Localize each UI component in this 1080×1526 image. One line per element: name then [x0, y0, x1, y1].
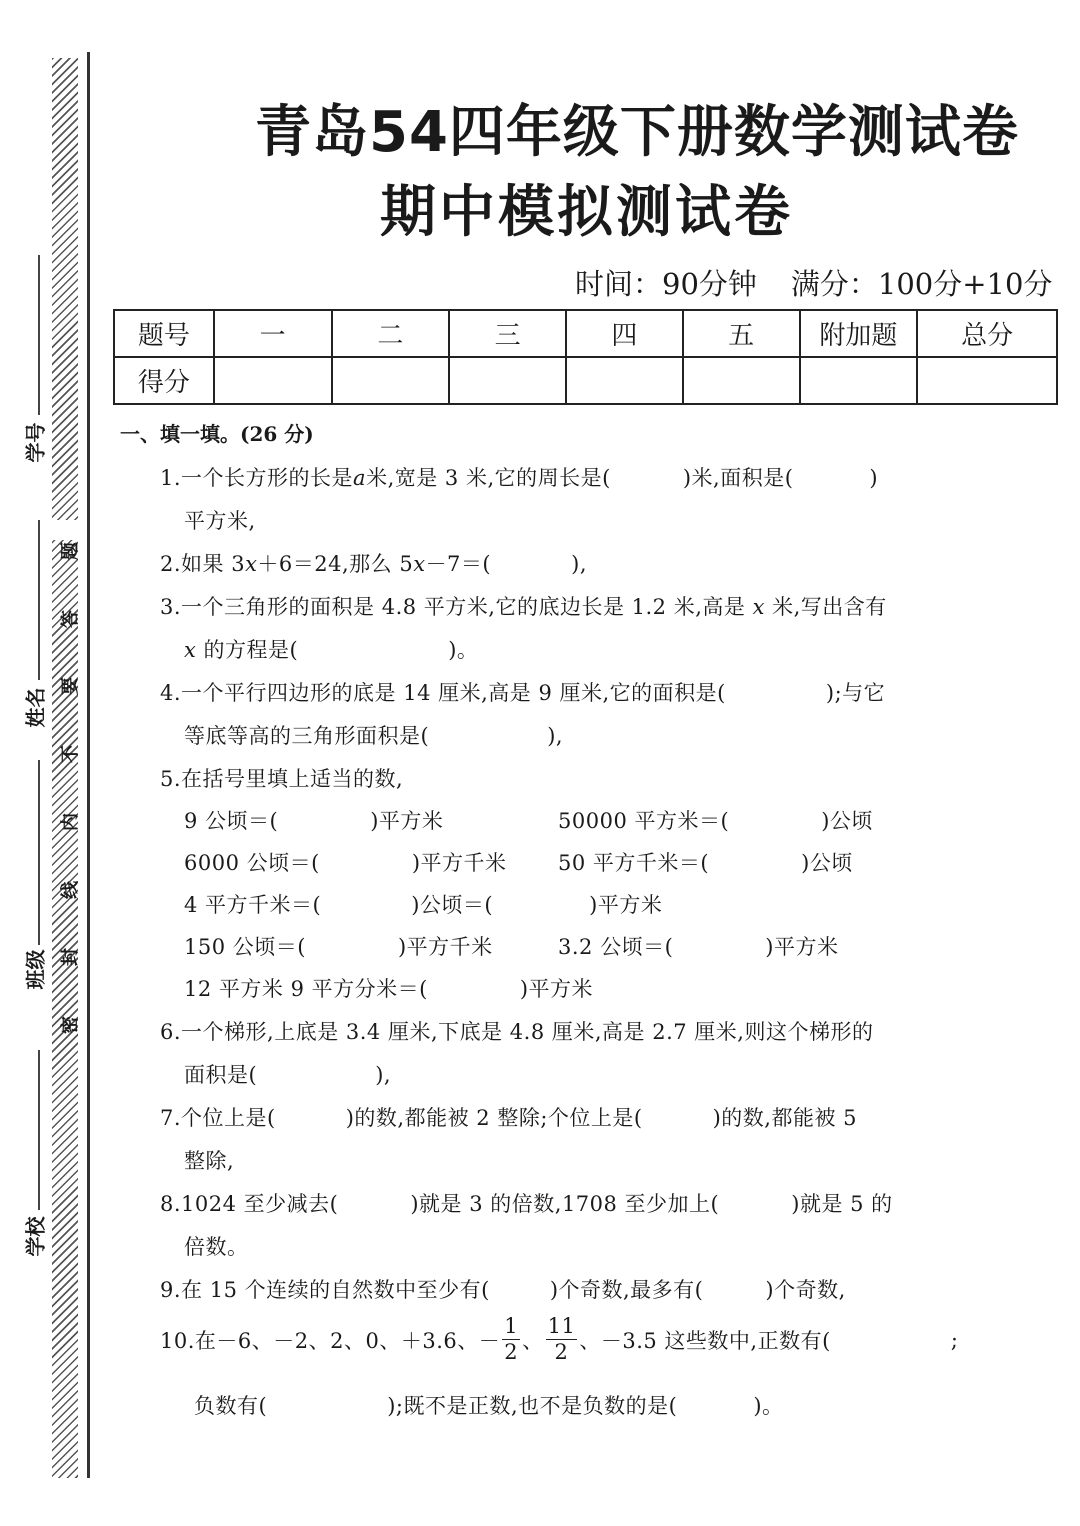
question-7-cont: 整除,: [184, 1149, 235, 1173]
question-4: [160, 677, 885, 707]
question-5-row: [558, 847, 853, 877]
name-line[interactable]: [38, 520, 40, 680]
score-input-cell[interactable]: [566, 357, 683, 404]
seal-char: 要: [60, 677, 81, 696]
class-line[interactable]: [38, 760, 40, 945]
q-text: )。: [753, 1394, 784, 1418]
section-title: 一、填一填。(26 分): [120, 422, 314, 446]
q-text: )。: [448, 638, 479, 662]
q-text: 9 公顷＝(: [184, 809, 279, 833]
q-text: 10.在－6、－2、2、0、＋3.6、－: [160, 1328, 501, 1353]
class-label: 班级: [23, 949, 48, 990]
score-input-cell[interactable]: [683, 357, 800, 404]
q-text: )公顷＝(: [411, 893, 494, 917]
question-5-row: [184, 931, 493, 961]
score-input-cell[interactable]: [214, 357, 332, 404]
seal-char: 题: [60, 542, 81, 560]
question-7: [160, 1102, 857, 1132]
q-text: )就是 3 的倍数,1708 至少加上(: [410, 1192, 720, 1216]
question-1: [160, 462, 878, 492]
q-var: a: [353, 466, 367, 490]
score-input-cell[interactable]: [800, 357, 918, 404]
name-label: 姓名: [23, 687, 48, 728]
q-text: )个奇数,最多有(: [549, 1278, 704, 1302]
question-5-row: [184, 973, 593, 1003]
q-text: 米,宽是 3 米,它的周长是(: [366, 466, 611, 490]
table-header-row: [114, 310, 1057, 357]
fraction-denominator: 2: [554, 1340, 569, 1364]
seal-char: 线: [60, 880, 81, 899]
q-text: 的方程是(: [203, 638, 299, 662]
score-table: [113, 309, 1058, 405]
question-5-row: [184, 805, 443, 835]
table-cell: 二: [332, 310, 450, 357]
score-input-cell[interactable]: [449, 357, 566, 404]
table-cell: 五: [683, 310, 800, 357]
q-text: －7＝(: [425, 552, 492, 576]
q-text: 1.一个长方形的长是: [160, 466, 354, 490]
page-title: 青岛54四年级下册数学测试卷: [255, 100, 1019, 165]
q-text: 、: [522, 1328, 544, 1353]
student-no-line[interactable]: [38, 255, 40, 415]
q-text: 3.2 公顷＝(: [558, 935, 674, 959]
seal-char: 内: [60, 812, 81, 831]
q-text: );既不是正数,也不是负数的是(: [387, 1394, 678, 1418]
q-text: 8.1024 至少减去(: [160, 1192, 339, 1216]
q-text: 7.个位上是(: [160, 1106, 276, 1130]
question-8: [160, 1188, 893, 1218]
table-cell: 题号: [114, 310, 214, 357]
q-text: )平方米: [765, 935, 839, 959]
q-text: 50000 平方米＝(: [558, 809, 730, 833]
q-text: 2.如果 3: [160, 552, 246, 576]
question-3: [160, 591, 887, 621]
q-text: )平方米: [519, 977, 594, 1001]
q-var: x: [245, 552, 258, 576]
q-text: )就是 5 的: [791, 1192, 893, 1216]
q-text: 4 平方千米＝(: [184, 893, 322, 917]
q-text: )平方千米: [411, 851, 507, 875]
q-text: ),: [571, 552, 587, 576]
question-5-row: [184, 889, 662, 919]
q-text: 150 公顷＝(: [184, 935, 306, 959]
school-label: 学校: [23, 1216, 48, 1257]
q-text: 负数有(: [194, 1394, 268, 1418]
q-text: 6000 公顷＝(: [184, 851, 320, 875]
score-input-cell[interactable]: [917, 357, 1057, 404]
q-text: 米,写出含有: [772, 595, 887, 619]
fraction-numerator: 1: [504, 1314, 519, 1338]
question-5-row: [558, 805, 873, 835]
question-10: [160, 1316, 958, 1363]
q-text: ;: [950, 1327, 959, 1352]
exam-meta: [575, 262, 1052, 303]
q-text: 4.一个平行四边形的底是 14 厘米,高是 9 厘米,它的面积是(: [160, 681, 726, 705]
page-subtitle: 期中模拟测试卷: [380, 180, 793, 245]
question-5-row: [184, 847, 507, 877]
question-5: 5.在括号里填上适当的数,: [160, 767, 404, 791]
q-var: x: [184, 638, 197, 662]
question-6: 6.一个梯形,上底是 3.4 厘米,下底是 4.8 厘米,高是 2.7 厘米,则这个梯形的: [160, 1020, 874, 1044]
q-text: )个奇数,: [765, 1278, 846, 1302]
q-var: x: [752, 595, 765, 619]
table-cell: 一: [214, 310, 332, 357]
question-4-cont: [184, 720, 563, 750]
school-line[interactable]: [38, 1050, 40, 1210]
q-text: )平方米: [589, 893, 663, 917]
seal-notice: [58, 538, 80, 1038]
fraction-denominator: 2: [504, 1340, 519, 1364]
question-2: [160, 548, 587, 578]
q-text: 12 平方米 9 平方分米＝(: [184, 977, 428, 1001]
q-text: ＋6＝24,那么 5: [257, 552, 414, 576]
q-text: ): [869, 466, 879, 490]
time-limit: 时间：90分钟: [575, 267, 757, 301]
q-text: ),: [547, 724, 564, 748]
question-5-row: [558, 931, 838, 961]
question-1-cont: 平方米,: [184, 509, 256, 533]
q-text: )公顷: [821, 809, 873, 833]
fraction: [546, 1316, 578, 1363]
seal-char: 答: [60, 609, 81, 628]
score-input-cell[interactable]: [332, 357, 450, 404]
q-text: )平方千米: [397, 935, 493, 959]
q-text: )平方米: [370, 809, 444, 833]
seal-char: 不: [60, 745, 81, 764]
seal-char: 密: [60, 1015, 81, 1034]
seal-char: 封: [60, 948, 81, 967]
q-text: )的数,都能被 2 整除;个位上是(: [345, 1106, 643, 1130]
fraction-numerator: 11: [547, 1314, 576, 1338]
question-6-cont: [184, 1059, 391, 1089]
full-score: 满分：100分+10分: [790, 267, 1053, 301]
question-3-cont: [184, 634, 478, 664]
q-var: x: [413, 552, 426, 576]
q-text: )公顷: [801, 851, 853, 875]
q-text: )米,面积是(: [682, 466, 794, 490]
q-text: 9.在 15 个连续的自然数中至少有(: [160, 1278, 490, 1302]
q-text: 3.一个三角形的面积是 4.8 平方米,它的底边长是 1.2 米,高是: [160, 595, 746, 619]
table-cell: 总分: [917, 310, 1057, 357]
student-no-label: 学号: [23, 422, 48, 463]
question-9: [160, 1274, 846, 1304]
binding-gap: [50, 520, 80, 540]
table-score-row: [114, 357, 1057, 404]
question-8-cont: 倍数。: [184, 1235, 249, 1259]
q-text: );与它: [825, 681, 886, 705]
table-cell: 四: [566, 310, 683, 357]
question-10-cont: [194, 1390, 784, 1420]
table-cell: 三: [449, 310, 566, 357]
table-cell: 得分: [114, 357, 214, 404]
q-text: 50 平方千米＝(: [558, 851, 710, 875]
binding-line: [87, 52, 90, 1478]
q-text: 等底等高的三角形面积是(: [184, 724, 430, 748]
q-text: )的数,都能被 5: [712, 1106, 857, 1130]
q-text: 、－3.5 这些数中,正数有(: [579, 1328, 831, 1353]
fraction: [502, 1316, 520, 1363]
table-cell: 附加题: [800, 310, 918, 357]
q-text: ),: [375, 1063, 392, 1087]
q-text: 面积是(: [184, 1063, 258, 1087]
